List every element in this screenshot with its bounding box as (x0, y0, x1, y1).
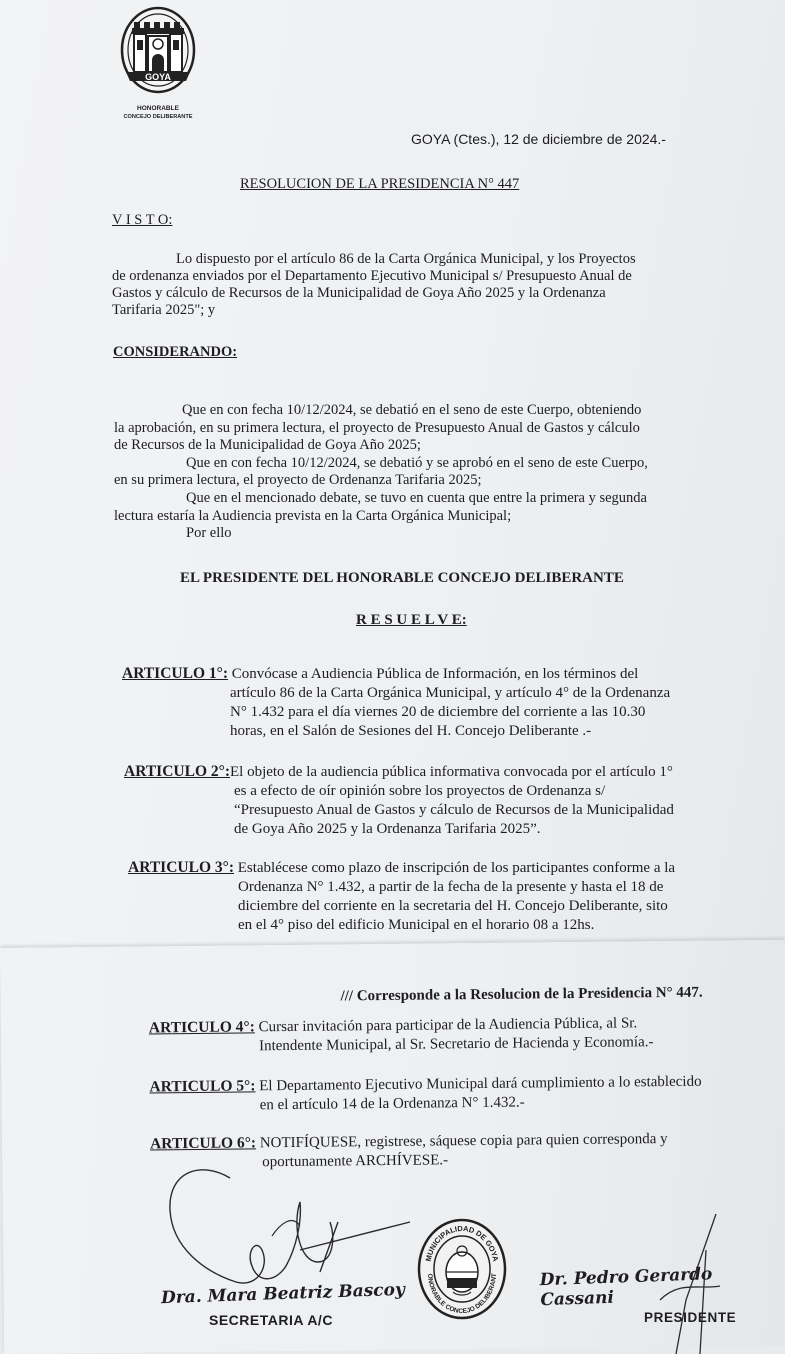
seal-icon (417, 1218, 507, 1320)
article-line: es a efecto de oír opinión sobre los proyectos de Ordenanza s/ (234, 783, 606, 799)
logo-caption-1: HONORABLE (137, 105, 179, 112)
article-line: horas, en el Salón de Sesiones del H. Concejo Deliberante .- (230, 723, 592, 739)
place-date: GOYA (Ctes.), 12 de diciembre de 2024.- (411, 131, 666, 147)
article-label: ARTICULO 1°: (122, 665, 228, 682)
article-line: Establécese como plazo de inscripción de los participantes conforme a la (237, 860, 676, 876)
signatory-right (540, 1266, 785, 1325)
signatory-left-title: SECRETARIA A/C (209, 1312, 333, 1328)
considerando-heading: CONSIDERANDO: (113, 344, 238, 360)
article-line: oportunamente ARCHÍVESE.- (262, 1152, 449, 1171)
considerando-line: la aprobación, en su primera lectura, el proyecto de Presupuesto Anual de Gastos y cálculo (114, 419, 640, 436)
article-line: artículo 86 de la Carta Orgánica Municipal, y artículo 4° de la Ordenanza (230, 685, 671, 701)
article-line: Intendente Municipal, al Sr. Secretario de Hacienda y Economía.- (258, 1034, 654, 1055)
article-label: ARTICULO 4°: (148, 1018, 255, 1037)
logo-banner: GOYA (145, 72, 171, 82)
article-line: de Goya Año 2025 y la Ordenanza Tarifaria 2025”. (234, 821, 541, 837)
considerando-line: de Recursos de la Municipalidad de Goya Año 2025; (114, 437, 421, 454)
article-line: N° 1.432 para el día viernes 20 de diciembre del corriente a las 10.30 (230, 704, 646, 720)
article-line: en el 4° piso del edificio Municipal en el horario 08 a 12hs. (238, 917, 595, 933)
signatory-left (160, 1279, 406, 1328)
article-label: ARTICULO 6°: (149, 1134, 257, 1153)
considerando-line: Por ello (186, 525, 232, 542)
considerando-line: lectura estaría la Audiencia prevista en la Carta Orgánica Municipal; (114, 507, 512, 524)
article-label: ARTICULO 3°: (128, 859, 234, 876)
article-line: diciembre del corriente en la secretaria del H. Concejo Deliberante, sito (238, 898, 668, 914)
visto-line: de ordenanza enviados por el Departamento Ejecutivo Municipal s/ Presupuesto Anual de (112, 268, 632, 284)
article-line: NOTIFÍQUESE, registrese, sáquese copia para quien corresponda y (259, 1131, 668, 1152)
article-line: Cursar invitación para participar de la Audiencia Pública, al Sr. (258, 1015, 638, 1036)
visto-line: Lo dispuesto por el artículo 86 de la Carta Orgánica Municipal, y los Proyectos (176, 251, 636, 267)
seal-text-top: MUNICIPALIDAD DE GOYA (423, 1223, 501, 1263)
resolution-title: RESOLUCION DE LA PRESIDENCIA N° 447 (240, 176, 520, 192)
article-line: El Departamento Ejecutivo Municipal dará cumplimiento a lo establecido (259, 1073, 702, 1095)
seal-text-bottom: ONORABLE CONCEJO DELIBERANT (425, 1273, 499, 1316)
considerando-line: Que en con fecha 10/12/2024, se debatió en el seno de este Cuerpo, obteniendo (182, 402, 642, 418)
visto-line: Tarifaria 2025"; y (112, 302, 216, 318)
authority-heading: EL PRESIDENTE DEL HONORABLE CONCEJO DELIBERANTE (180, 570, 624, 586)
corresponde-line: /// Corresponde a la Resolucion de la Presidencia N° 447. (340, 984, 703, 1005)
article-line: Ordenanza N° 1.432, a partir de la fecha de la presente y hasta el 18 de (238, 879, 664, 895)
considerando-line: Que en el mencionado debate, se tuvo en cuenta que entre la primera y segunda (186, 489, 647, 506)
visto-heading: V I S T O: (112, 212, 173, 228)
article-label: ARTICULO 2°: (124, 763, 230, 780)
official-seal (417, 1218, 507, 1320)
signatory-left-name: Dra. Mara Beatriz Bascoy (160, 1279, 406, 1309)
considerando-line: en su primera lectura, el proyecto de Ordenanza Tarifaria 2025; (114, 472, 482, 489)
signatory-right-title: PRESIDENTE (644, 1310, 737, 1325)
visto-line: Gastos y cálculo de Recursos de la Municipalidad de Goya Año 2025 y la Ordenanza (112, 285, 606, 301)
article-label: ARTICULO 5°: (149, 1077, 256, 1096)
logo-caption-2: CONCEJO DELIBERANTE (123, 114, 193, 120)
signatory-right-name: Dr. Pedro Gerardo Cassani (539, 1264, 713, 1311)
resuelve-heading: R E S U E L V E: (356, 612, 467, 628)
article-line: “Presupuesto Anual de Gastos y cálculo de Recursos de la Municipalidad (234, 802, 674, 818)
article-line: El objeto de la audiencia pública informativa convocada por el artículo 1° (229, 764, 673, 780)
considerando-line: Que en con fecha 10/12/2024, se debatió y se aprobó en el seno de este Cuerpo, (186, 454, 648, 471)
article-line: Convócase a Audiencia Pública de Información, en los términos del (231, 666, 639, 682)
article-line: en el artículo 14 de la Ordenanza N° 1.432.- (259, 1094, 525, 1114)
